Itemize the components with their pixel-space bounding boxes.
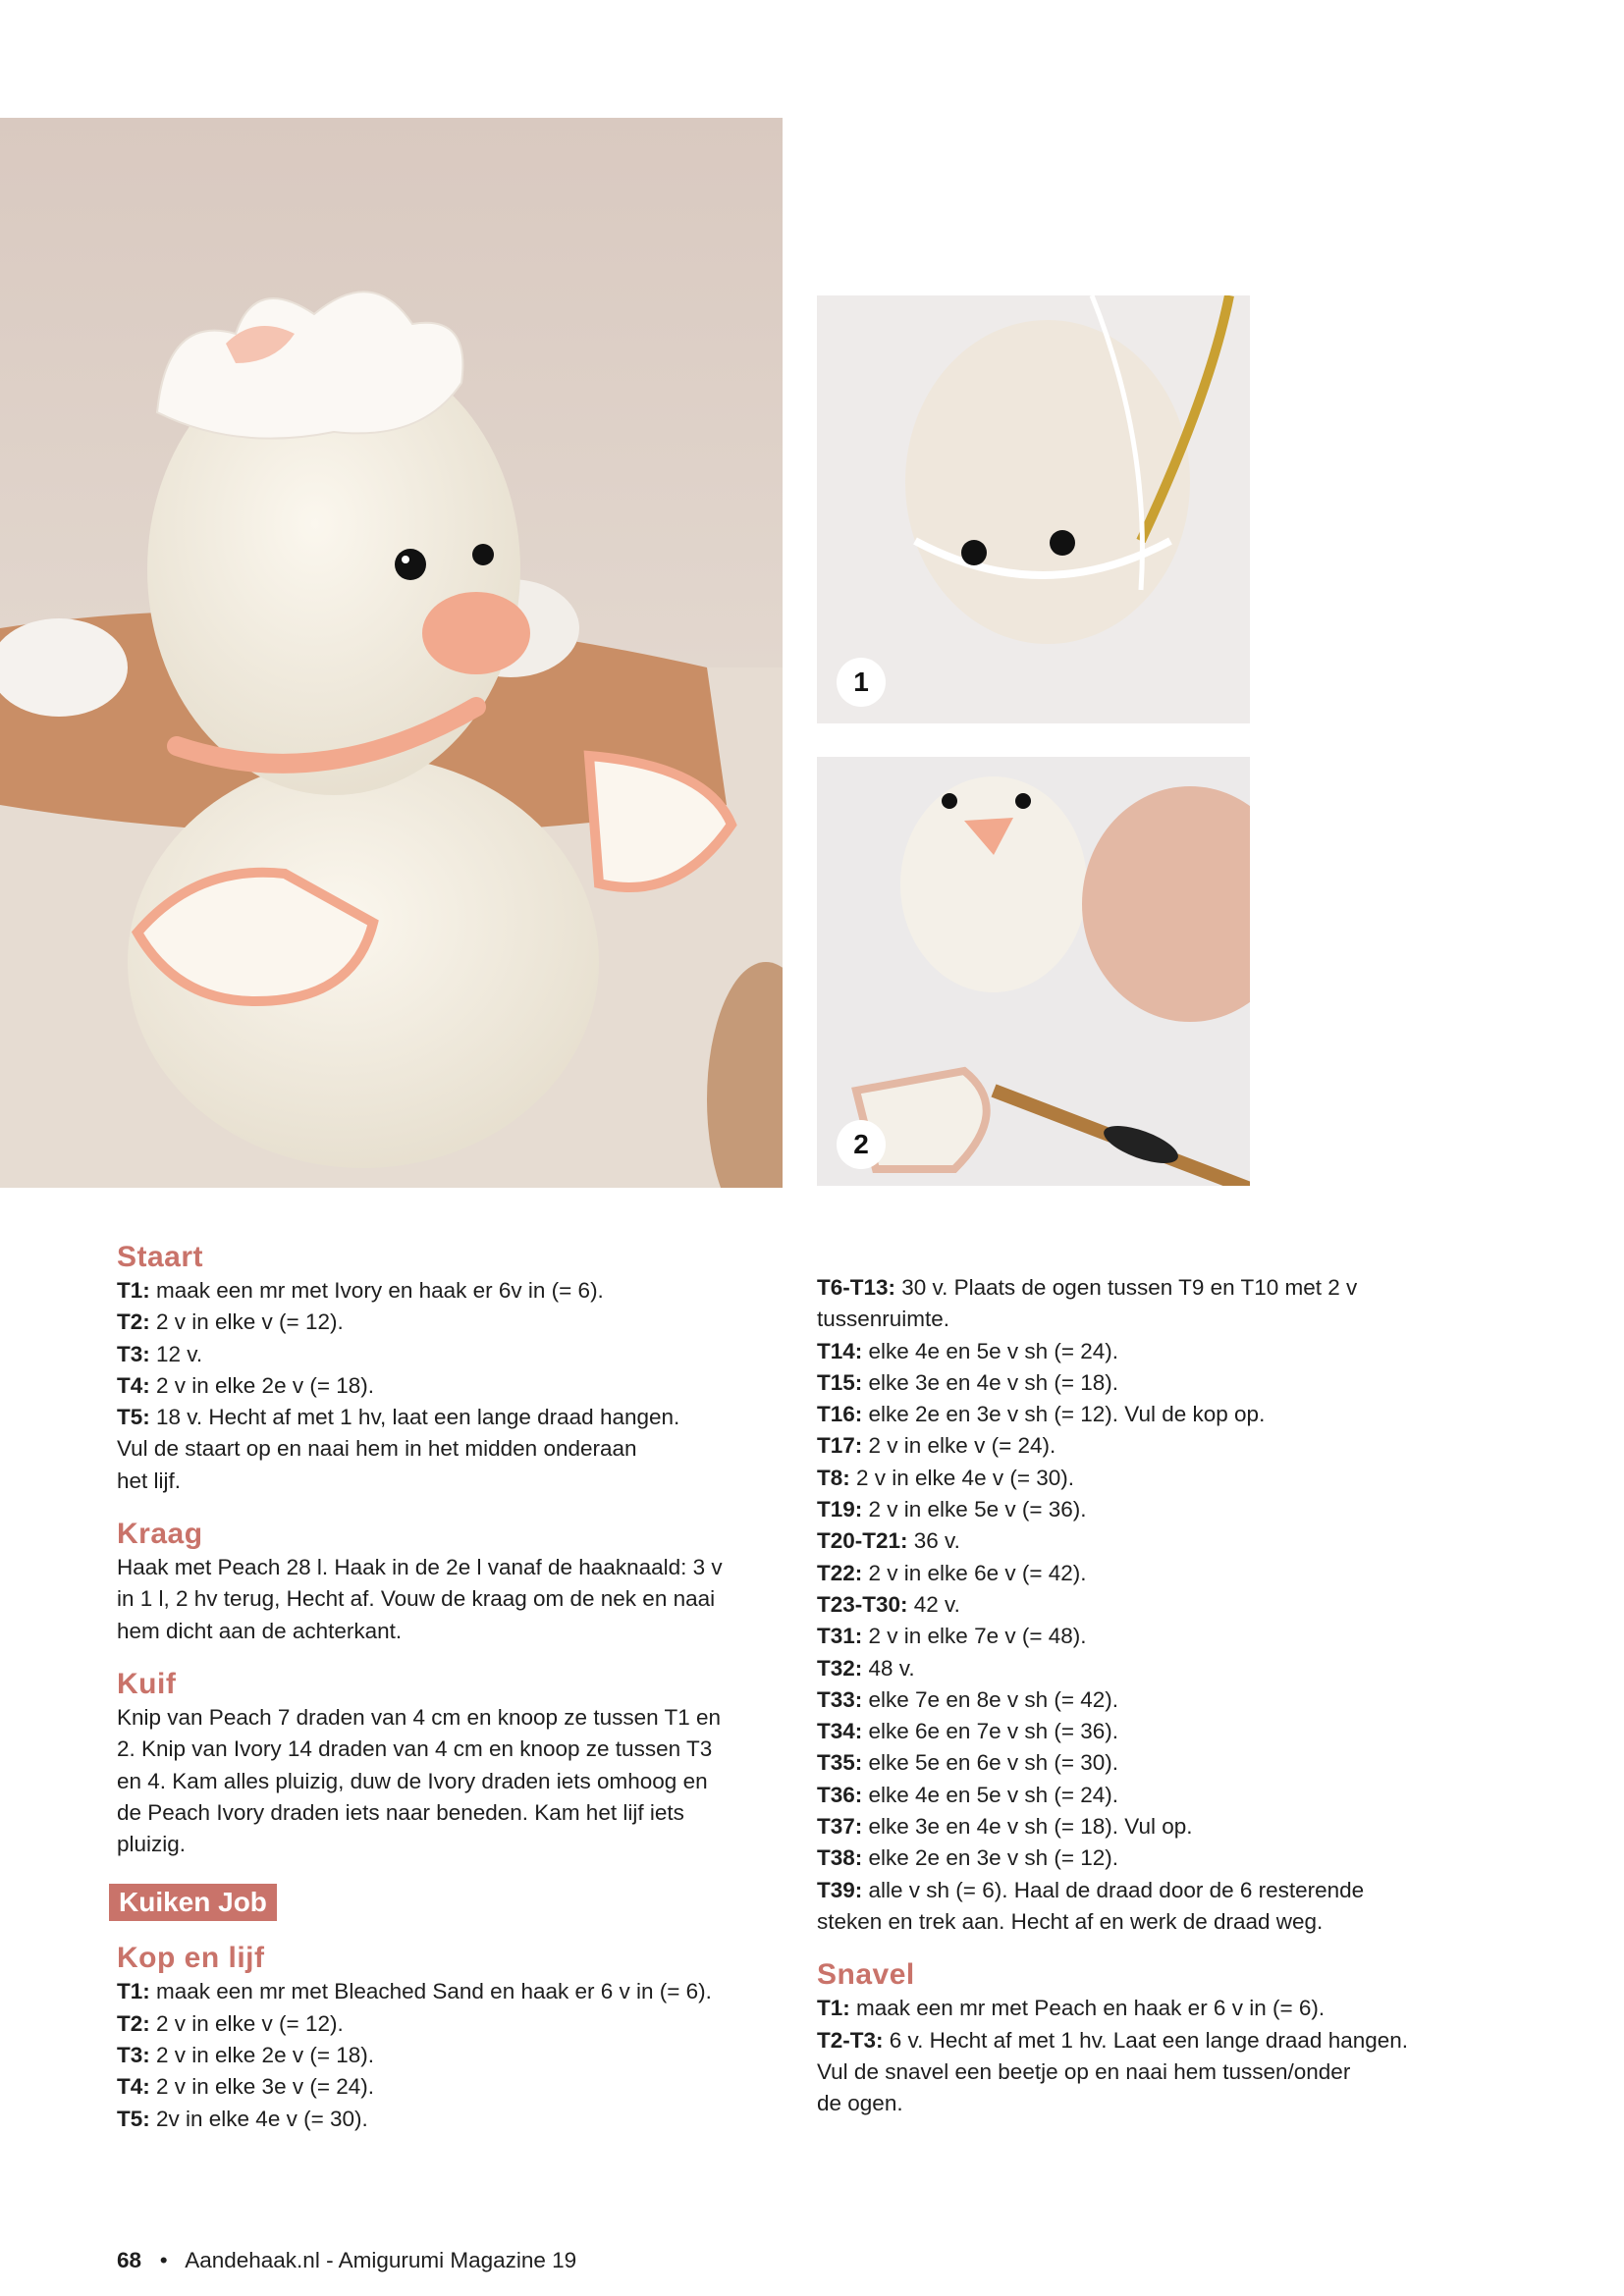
instruction-line [817,1525,1504,1557]
instruction-line [817,1811,1504,1842]
instruction-text: elke 5e en 6e v sh (= 30). [862,1750,1119,1776]
instruction-line [817,1780,1504,1811]
instruction-text: Vul de staart op en naai hem in het midden onderaan [117,1436,637,1462]
instruction-text: 2 v in elke 3e v (= 24). [149,2074,374,2100]
instruction-line [117,1976,785,2007]
instruction-line [817,1993,1504,2024]
kop-lines [117,1976,785,2134]
instruction-text: 18 v. Hecht af met 1 hv, laat een lange draad hangen. [149,1405,680,1430]
instruction-line [117,1583,785,1615]
section-kop-en-lijf [117,1941,785,2134]
instruction-text: in 1 l, 2 hv terug, Hecht af. Vouw de kraag om de nek en naai [117,1586,716,1612]
kop-vervolg-lines [817,1272,1504,1938]
round-label: T15: [817,1369,863,1395]
round-label: T1: [817,1996,850,2021]
main-photo [0,118,783,1188]
footer-text: Aandehaak.nl - Amigurumi Magazine 19 [185,2248,577,2272]
section-snavel [817,1957,1504,2119]
round-label: T34: [817,1719,863,1744]
section-kraag [117,1517,785,1647]
round-label: T14: [817,1338,863,1363]
instruction-line [817,1494,1504,1525]
instruction-line [817,2056,1504,2088]
instruction-text: elke 2e en 3e v sh (= 12). Vul de kop op. [862,1402,1266,1427]
instruction-line [817,1906,1504,1938]
step-badge-2: 2 [837,1120,886,1169]
round-label: T32: [817,1655,863,1681]
instruction-text: 6 v. Hecht af met 1 hv. Laat een lange draad hangen. [883,2027,1409,2053]
heading-kraag: Kraag [117,1518,203,1551]
round-label: T2-T3: [817,2027,884,2053]
instruction-text: 36 v. [907,1528,960,1554]
heading-staart: Staart [117,1241,204,1273]
round-label: T1: [117,1979,150,2004]
instruction-line [817,1747,1504,1779]
instruction-line [117,1734,785,1765]
instruction-line [817,1589,1504,1621]
instruction-text: en 4. Kam alles pluizig, duw de Ivory draden iets omhoog en [117,1768,708,1793]
instruction-text: elke 4e en 5e v sh (= 24). [862,1338,1119,1363]
instruction-line [817,1336,1504,1367]
instruction-text: de Peach Ivory draden iets naar beneden. Kam het lijf iets [117,1799,684,1825]
instruction-line [817,1875,1504,1906]
instruction-line [817,2088,1504,2119]
left-column [117,1240,785,2155]
instruction-text: maak een mr met Ivory en haak er 6v in (= 6). [149,1278,604,1303]
round-label: T3: [117,2043,150,2068]
heading-kuif: Kuif [117,1667,177,1700]
right-column [817,1272,1504,2139]
section-kop-vervolg [817,1272,1504,1938]
instruction-text: elke 6e en 7e v sh (= 36). [862,1719,1119,1744]
snavel-lines [817,1993,1504,2119]
instruction-text: 42 v. [907,1591,960,1617]
round-label: T5: [117,2106,150,2131]
instruction-line [117,1829,785,1860]
instruction-text: 2 v in elke v (= 24). [862,1433,1056,1459]
heading-snavel: Snavel [817,1958,915,1992]
round-label: T23-T30: [817,1591,908,1617]
instruction-line [117,1552,785,1583]
instruction-line [117,2071,785,2103]
footer-bullet: • [159,2248,168,2272]
instruction-text: alle v sh (= 6). Haal de draad door de 6 resterende [862,1877,1365,1902]
round-label: T19: [817,1497,863,1522]
instruction-text: 2 v in elke 2e v (= 18). [149,2043,374,2068]
instruction-line [817,1621,1504,1652]
instruction-text: elke 3e en 4e v sh (= 18). Vul op. [862,1814,1193,1840]
round-label: T5: [117,1405,150,1430]
section-staart [117,1240,785,1497]
instruction-line [117,2008,785,2040]
instruction-line [817,1842,1504,1874]
round-label: T35: [817,1750,863,1776]
instruction-text: 30 v. Plaats de ogen tussen T9 en T10 met 2 v [895,1275,1358,1300]
round-label: T37: [817,1814,863,1840]
instruction-line [817,1304,1504,1335]
round-label: T6-T13: [817,1275,896,1300]
round-label: T36: [817,1782,863,1807]
instruction-text: 48 v. [862,1655,915,1681]
instruction-line [117,1702,785,1734]
round-label: T4: [117,2074,150,2100]
round-label: T4: [117,1372,150,1398]
instruction-text: Vul de snavel een beetje op en naai hem tussen/onder [817,2058,1351,2084]
instruction-line [117,1466,785,1497]
instruction-text: Haak met Peach 28 l. Haak in de 2e l vanaf de haaknaald: 3 v [117,1555,723,1580]
instruction-text: hem dicht aan de achterkant. [117,1618,403,1643]
instruction-text: 2 v in elke 4e v (= 30). [849,1465,1074,1490]
instruction-line [117,2040,785,2071]
instruction-text: het lijf. [117,1468,182,1493]
instruction-line [117,1766,785,1797]
instruction-text: tussenruimte. [817,1307,950,1332]
instruction-text: pluizig. [117,1832,187,1857]
round-label: T16: [817,1402,863,1427]
kuif-lines [117,1702,785,1860]
round-label: T1: [117,1278,150,1303]
instruction-line [117,1616,785,1647]
instruction-line [817,1367,1504,1399]
instruction-text: maak een mr met Peach en haak er 6 v in (= 6). [849,1996,1326,2021]
round-label: T8: [817,1465,850,1490]
instruction-text: 2v in elke 4e v (= 30). [149,2106,368,2131]
instruction-text: 2 v in elke 5e v (= 36). [862,1497,1087,1522]
instruction-text: 2 v in elke 7e v (= 48). [862,1624,1087,1649]
instruction-line [117,1339,785,1370]
heading-kop-en-lijf: Kop en lijf [117,1942,265,1975]
instruction-text: Knip van Peach 7 draden van 4 cm en knoop ze tussen T1 en [117,1704,721,1730]
round-label: T22: [817,1560,863,1585]
page-footer [117,2248,576,2273]
round-label: T17: [817,1433,863,1459]
instruction-line [817,1716,1504,1747]
instruction-line [117,1275,785,1307]
instruction-line [817,1272,1504,1304]
step-photo-2 [817,757,1250,1186]
round-label: T2: [117,1309,150,1335]
round-label: T38: [817,1845,863,1871]
kraag-lines [117,1552,785,1647]
instruction-text: 2 v in elke 6e v (= 42). [862,1560,1087,1585]
instruction-line [117,2104,785,2135]
instruction-text: 12 v. [149,1341,203,1366]
round-label: T39: [817,1877,863,1902]
instruction-text: maak een mr met Bleached Sand en haak er 6 v in (= 6). [149,1979,712,2004]
instruction-line [117,1307,785,1338]
instruction-text: 2. Knip van Ivory 14 draden van 4 cm en knoop ze tussen T3 [117,1736,713,1762]
step-photo-1 [817,295,1250,723]
section-kuif [117,1667,785,1860]
instruction-line [817,1430,1504,1462]
instruction-line [817,2025,1504,2056]
section-banner: Kuiken Job [109,1884,277,1921]
instruction-line [817,1399,1504,1430]
round-label: T33: [817,1686,863,1712]
instruction-text: de ogen. [817,2091,903,2116]
instruction-text: elke 3e en 4e v sh (= 18). [862,1369,1119,1395]
instruction-text: elke 7e en 8e v sh (= 42). [862,1686,1119,1712]
instruction-line [117,1797,785,1829]
instruction-text: elke 2e en 3e v sh (= 12). [862,1845,1119,1871]
step-badge-1: 1 [837,658,886,707]
instruction-text: 2 v in elke v (= 12). [149,1309,344,1335]
instruction-text: 2 v in elke v (= 12). [149,2010,344,2036]
instruction-text: elke 4e en 5e v sh (= 24). [862,1782,1119,1807]
round-label: T2: [117,2010,150,2036]
staart-lines [117,1275,785,1497]
round-label: T20-T21: [817,1528,908,1554]
instruction-line [817,1558,1504,1589]
round-label: T3: [117,1341,150,1366]
instruction-line [117,1370,785,1402]
instruction-line [817,1463,1504,1494]
instruction-line [817,1653,1504,1684]
page-number: 68 [117,2248,142,2272]
round-label: T31: [817,1624,863,1649]
instruction-line [817,1684,1504,1716]
instruction-text: steken en trek aan. Hecht af en werk de draad weg. [817,1908,1324,1934]
instruction-text: 2 v in elke 2e v (= 18). [149,1372,374,1398]
instruction-line [117,1402,785,1433]
instruction-line [117,1433,785,1465]
